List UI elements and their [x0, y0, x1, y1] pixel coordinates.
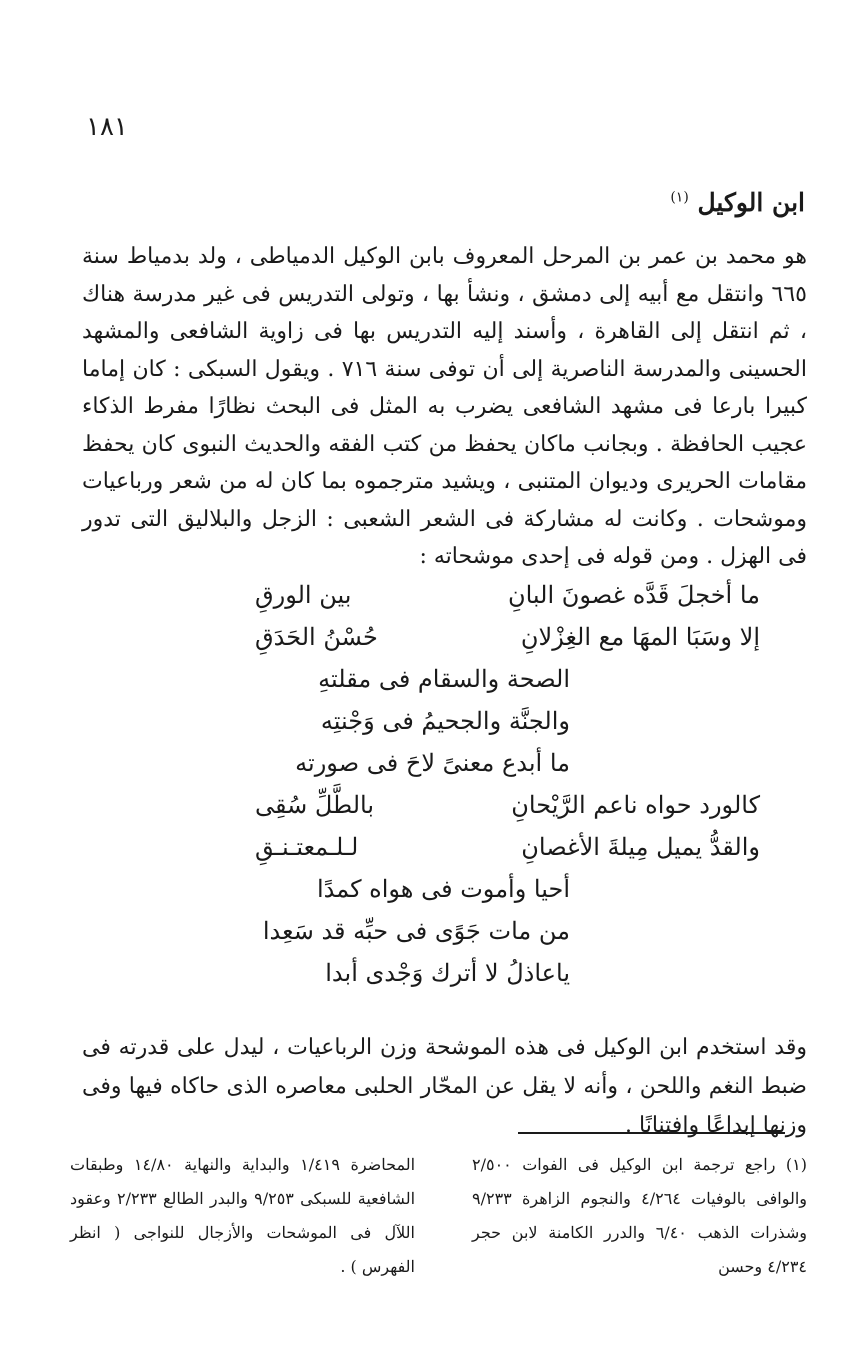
verse-line-text: والجنَّة والجحيمُ فى وَجْنتِه: [320, 707, 570, 735]
poem-line-10: [255, 953, 760, 993]
section-title-text: ابن الوكيل: [697, 188, 805, 217]
footnote-column-left: المحاضرة ١/٤١٩ والبداية والنهاية ١٤/٨٠ وطبقات الشافعية للسبكى ٩/٢٥٣ والبدر الطالع ٢/٢٣٣ وعقود اللآل فى الموشحات والأزجال للنواجى ( انظر الفهرس ) .: [70, 1155, 416, 1276]
verse-first-hemistich: والقدُّ يميل مِيلةَ الأغصانِ: [521, 833, 760, 861]
verse-line-text: الصحة والسقام فى مقلتهِ: [318, 665, 570, 693]
poem-line-3: [255, 659, 760, 699]
section-title: [670, 188, 805, 217]
poem-line-5: [255, 743, 760, 783]
poem-line-6: [255, 785, 760, 825]
page-number: ١٨١: [86, 112, 128, 142]
intro-paragraph: هو محمد بن عمر بن المرحل المعروف بابن الوكيل الدمياطى ، ولد بدمياط سنة ٦٦٥ وانتقل مع أبيه إلى دمشق ، ونشأ بها ، وتولى التدريس فى غير مدرسة هناك ، ثم انتقل إلى القاهرة ، وأسند إليه التدريس بها فى زاوية الشافعى والمشهد الحسينى والمدرسة الناصرية إلى أن توفى سنة ٧١٦ . ويقول السبكى : كان إماما كبيرا بارعا فى مشهد الشافعى يضرب به المثل فى البحث نظارًا مفرط الذكاء عجيب الحافظة . وبجانب ماكان يحفظ من كتب الفقه والحديث النبوى كان يحفظ مقامات الحريرى وديوان المتنبى ، ويشيد مترجموه بما كان له من شعر ورباعيات وموشحات . وكانت له مشاركة فى الشعر الشعبى : الزجل والبلاليق التى تدور فى الهزل . ومن قوله فى إحدى موشحاته :: [82, 244, 807, 569]
verse-line-text: ياعاذلُ لا أترك وَجْدى أبدا: [325, 959, 570, 987]
verse-second-hemistich: حُسْنُ الحَدَقِ: [255, 623, 378, 651]
verse-line-text: ما أبدع معنىً لاحَ فى صورته: [295, 749, 570, 777]
poem-line-4: [255, 701, 760, 741]
footnote-divider: [518, 1132, 785, 1134]
verse-first-hemistich: إلا وسَبَا المهَا مع الغِزْلانِ: [520, 623, 760, 651]
verse-first-hemistich: كالورد حواه ناعم الرَّيْحانِ: [511, 791, 760, 819]
verse-line-text: أحيا وأموت فى هواه كمدًا: [316, 875, 570, 903]
poem-line-7: [255, 827, 760, 867]
poem-line-9: [255, 911, 760, 951]
verse-second-hemistich: بين الورقِ: [255, 581, 352, 609]
poem-line-1: [255, 575, 760, 615]
verse-second-hemistich: بالطَّلِّ سُقِى: [255, 791, 375, 819]
closing-paragraph: وقد استخدم ابن الوكيل فى هذه الموشحة وزن الرباعيات ، ليدل على قدرته فى ضبط النغم واللحن ، وأنه لا يقل عن المحّار الحلبى معاصره الذى حاكاه فيها وفى وزنها إبداعًا وافتنانًا .: [82, 1035, 807, 1138]
footnote-marker: (١): [670, 189, 689, 206]
poem-line-2: [255, 617, 760, 657]
verse-first-hemistich: ما أخجلَ قَدَّه غصونَ البانِ: [507, 581, 760, 609]
poem-line-8: [255, 869, 760, 909]
verse-line-text: من مات جَوًى فى حبِّه قد سَعِدا: [262, 917, 570, 945]
muwashshah-poem: [255, 575, 760, 995]
footnote-column-right: (١) راجع ترجمة ابن الوكيل فى الفوات ٢/٥٠٠ والوافى بالوفيات ٤/٢٦٤ والنجوم الزاهرة ٩/٢٣٣ وشذرات الذهب ٦/٤٠ والدرر الكامنة لابن حجر ٤/٢٣٤ وحسن: [472, 1155, 808, 1276]
verse-second-hemistich: لـلـمعتـنـقِ: [255, 833, 359, 861]
